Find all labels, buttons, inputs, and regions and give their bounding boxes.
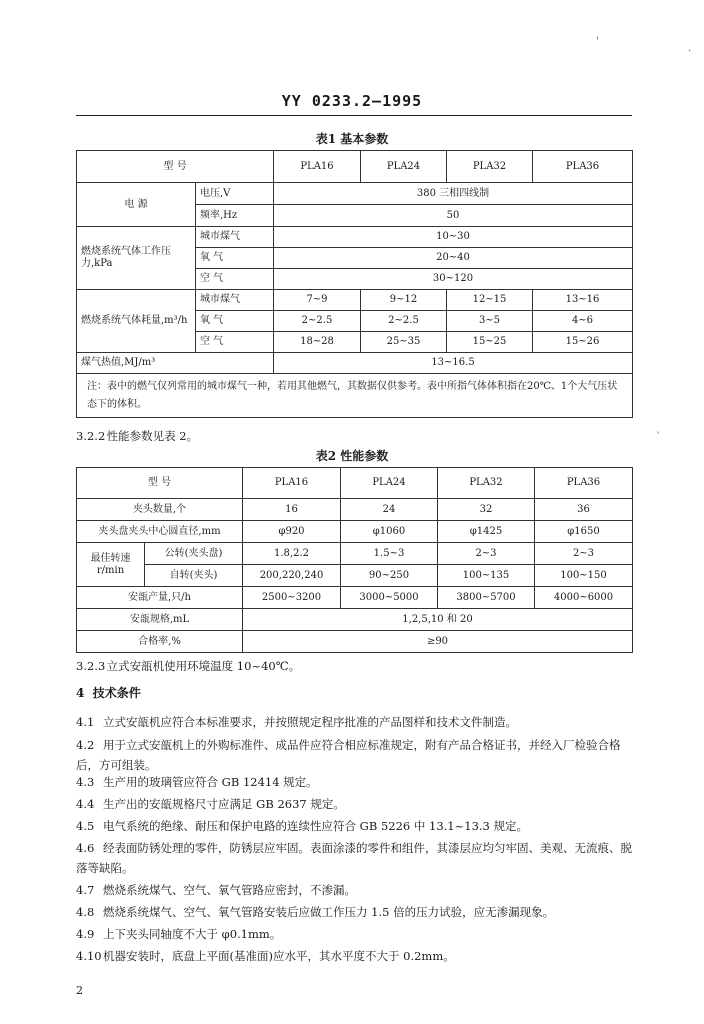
table-cell: 90~250 [341, 565, 438, 587]
scan-mark: ` [656, 432, 661, 443]
clause-number: 3.2.2 [76, 429, 106, 443]
section-title: 技术条件 [92, 686, 141, 700]
gas-label: 空 气 [196, 332, 274, 353]
section-4-heading [76, 684, 141, 701]
clause-text: 立式安瓿机使用环境温度 10~40℃。 [106, 659, 301, 673]
consumption-label: 燃烧系统气体耗量,m³/h [77, 290, 196, 353]
clause-text: 上下夹头同轴度不大于 φ0.1mm。 [103, 927, 282, 941]
table-cell: 32 [438, 499, 535, 521]
table-cell: 100~150 [535, 565, 633, 587]
clause-3-2-3 [76, 656, 636, 676]
table-cell: 3000~5000 [341, 587, 438, 609]
power-label: 电 源 [77, 183, 196, 227]
table-note-row [77, 374, 633, 418]
clause [76, 772, 636, 792]
clause-text: 性能参数见表 2。 [106, 429, 199, 443]
table-cell: 2~3 [438, 543, 535, 565]
gas-label: 氧 气 [196, 248, 274, 269]
table-cell: 2500~3200 [243, 587, 341, 609]
scan-mark: · [688, 46, 692, 57]
table-cell: 2~3 [535, 543, 633, 565]
gas-label: 空 气 [196, 269, 274, 290]
table-cell: 4~6 [533, 311, 633, 332]
heat-value-label: 煤气热值,MJ/m³ [77, 353, 274, 374]
clause-number: 4.1 [76, 715, 95, 729]
scan-mark: ' [596, 36, 599, 47]
row-label: 夹头盘夹头中心圆直径,mm [77, 521, 243, 543]
table-row [77, 565, 633, 587]
clause [76, 816, 636, 836]
table-cell: 2~2.5 [361, 311, 447, 332]
table-cell: 1.5~3 [341, 543, 438, 565]
table-row [77, 183, 633, 205]
table-cell: 1.8,2.2 [243, 543, 341, 565]
clause-text: 电气系统的绝缘、耐压和保护电路的连续性应符合 GB 5226 中 13.1~13.3 规定。 [103, 819, 529, 833]
table-cell: φ920 [243, 521, 341, 543]
table1-model: PLA16 [274, 151, 361, 183]
heat-value: 13~16.5 [274, 353, 633, 374]
frequency-label: 频率,Hz [196, 205, 274, 227]
table-cell: 3~5 [447, 311, 533, 332]
table-cell: φ1425 [438, 521, 535, 543]
clause [76, 924, 636, 944]
clause-text: 经表面防锈处理的零件，防锈层应牢固。表面涂漆的零件和组件，其漆层应均匀牢固、美观、无流痕、脱落等缺陷。 [76, 841, 632, 875]
table1-model: PLA24 [361, 151, 447, 183]
table-cell: ≥90 [243, 631, 633, 653]
clause-number: 4.5 [76, 819, 95, 833]
clause [76, 838, 636, 878]
table-cell: 100~135 [438, 565, 535, 587]
clause [76, 880, 636, 900]
clause-text: 燃烧系统煤气、空气、氧气管路应密封，不渗漏。 [103, 883, 356, 897]
table2-model: PLA32 [438, 468, 535, 499]
table1-caption: 表1 基本参数 [315, 132, 389, 146]
table-cell: 13~16 [533, 290, 633, 311]
clause-3-2-2 [76, 426, 636, 446]
pressure-value: 30~120 [274, 269, 633, 290]
table-cell: 200,220,240 [243, 565, 341, 587]
clause-number: 4.10 [76, 949, 102, 963]
table-cell: 15~26 [533, 332, 633, 353]
table-cell: 7~9 [274, 290, 361, 311]
table-row [77, 543, 633, 565]
header-rule [76, 115, 632, 116]
clause-text: 生产用的玻璃管应符合 GB 12414 规定。 [103, 775, 318, 789]
voltage-label: 电压,V [196, 183, 274, 205]
table2-header-row [77, 468, 633, 499]
table1-header-row [77, 151, 633, 183]
pressure-value: 10~30 [274, 227, 633, 248]
table-row [77, 227, 633, 248]
table1-model: PLA32 [447, 151, 533, 183]
table-row [77, 521, 633, 543]
clause-text: 用于立式安瓿机上的外购标准件、成品件应符合相应标准规定，附有产品合格证书，并经入厂检验合格后，方可组装。 [76, 738, 621, 772]
row-label: 夹头数量,个 [77, 499, 243, 521]
row-label: 安瓿规格,mL [77, 609, 243, 631]
clause-number: 4.7 [76, 883, 95, 897]
clause [76, 735, 636, 775]
table-cell: 3800~5700 [438, 587, 535, 609]
table-cell: 24 [341, 499, 438, 521]
pressure-value: 20~40 [274, 248, 633, 269]
table-row [77, 587, 633, 609]
table-cell: 2~2.5 [274, 311, 361, 332]
clause-text: 机器安装时，底盘上平面(基准面)应水平，其水平度不大于 0.2mm。 [103, 949, 455, 963]
table-row [77, 609, 633, 631]
table-cell: 18~28 [274, 332, 361, 353]
table2-model-label: 型 号 [77, 468, 243, 499]
speed-sub-label: 公转(夹头盘) [145, 543, 243, 565]
clause [76, 902, 636, 922]
page-number: 2 [76, 984, 83, 997]
clause [76, 946, 636, 966]
clause-number: 3.2.3 [76, 659, 106, 673]
clause [76, 712, 636, 732]
table2-model: PLA16 [243, 468, 341, 499]
clause-number: 4.8 [76, 905, 95, 919]
clause-number: 4.3 [76, 775, 95, 789]
clause-text: 生产出的安瓿规格尺寸应满足 GB 2637 规定。 [103, 797, 345, 811]
table1-model-label: 型 号 [77, 151, 274, 183]
table2-caption: 表2 性能参数 [315, 449, 389, 463]
table-cell: 9~12 [361, 290, 447, 311]
clause-number: 4.4 [76, 797, 95, 811]
table-row [77, 290, 633, 311]
table2-performance-parameters [76, 467, 633, 653]
table-cell: 12~15 [447, 290, 533, 311]
clause [76, 794, 636, 814]
speed-sub-label: 自转(夹头) [145, 565, 243, 587]
table2-model: PLA24 [341, 468, 438, 499]
table-cell: φ1650 [535, 521, 633, 543]
row-label: 合格率,% [77, 631, 243, 653]
gas-label: 城市煤气 [196, 227, 274, 248]
table-cell: 4000~6000 [535, 587, 633, 609]
gas-label: 氧 气 [196, 311, 274, 332]
table-cell: 15~25 [447, 332, 533, 353]
table-cell: φ1060 [341, 521, 438, 543]
section-number: 4 [76, 686, 85, 700]
table1-basic-parameters [76, 150, 633, 418]
gas-label: 城市煤气 [196, 290, 274, 311]
table1-model: PLA36 [533, 151, 633, 183]
pressure-label: 燃烧系统气体工作压力,kPa [77, 227, 196, 290]
table-cell: 1,2,5,10 和 20 [243, 609, 633, 631]
clause-text: 立式安瓿机应符合本标准要求，并按照规定程序批准的产品图样和技术文件制造。 [103, 715, 517, 729]
table-cell: 36 [535, 499, 633, 521]
standard-header: YY 0233.2—1995 [281, 92, 423, 110]
table1-note: 注：表中的燃气仅列常用的城市煤气一种，若用其他燃气，其数据仅供参考。表中所指气体体积指在20℃、1个大气压状态下的体积。 [77, 374, 633, 418]
speed-label: 最佳转速 r/min [77, 543, 145, 587]
table-cell: 16 [243, 499, 341, 521]
table2-model: PLA36 [535, 468, 633, 499]
table-cell: 25~35 [361, 332, 447, 353]
voltage-value: 380 三相四线制 [274, 183, 633, 205]
clause-text: 燃烧系统煤气、空气、氧气管路安装后应做工作压力 1.5 倍的压力试验，应无渗漏现象。 [103, 905, 555, 919]
table-row [77, 353, 633, 374]
table-row [77, 631, 633, 653]
table-row [77, 499, 633, 521]
clause-number: 4.2 [76, 738, 95, 752]
row-label: 安瓿产量,只/h [77, 587, 243, 609]
clause-number: 4.9 [76, 927, 95, 941]
frequency-value: 50 [274, 205, 633, 227]
clause-number: 4.6 [76, 841, 95, 855]
